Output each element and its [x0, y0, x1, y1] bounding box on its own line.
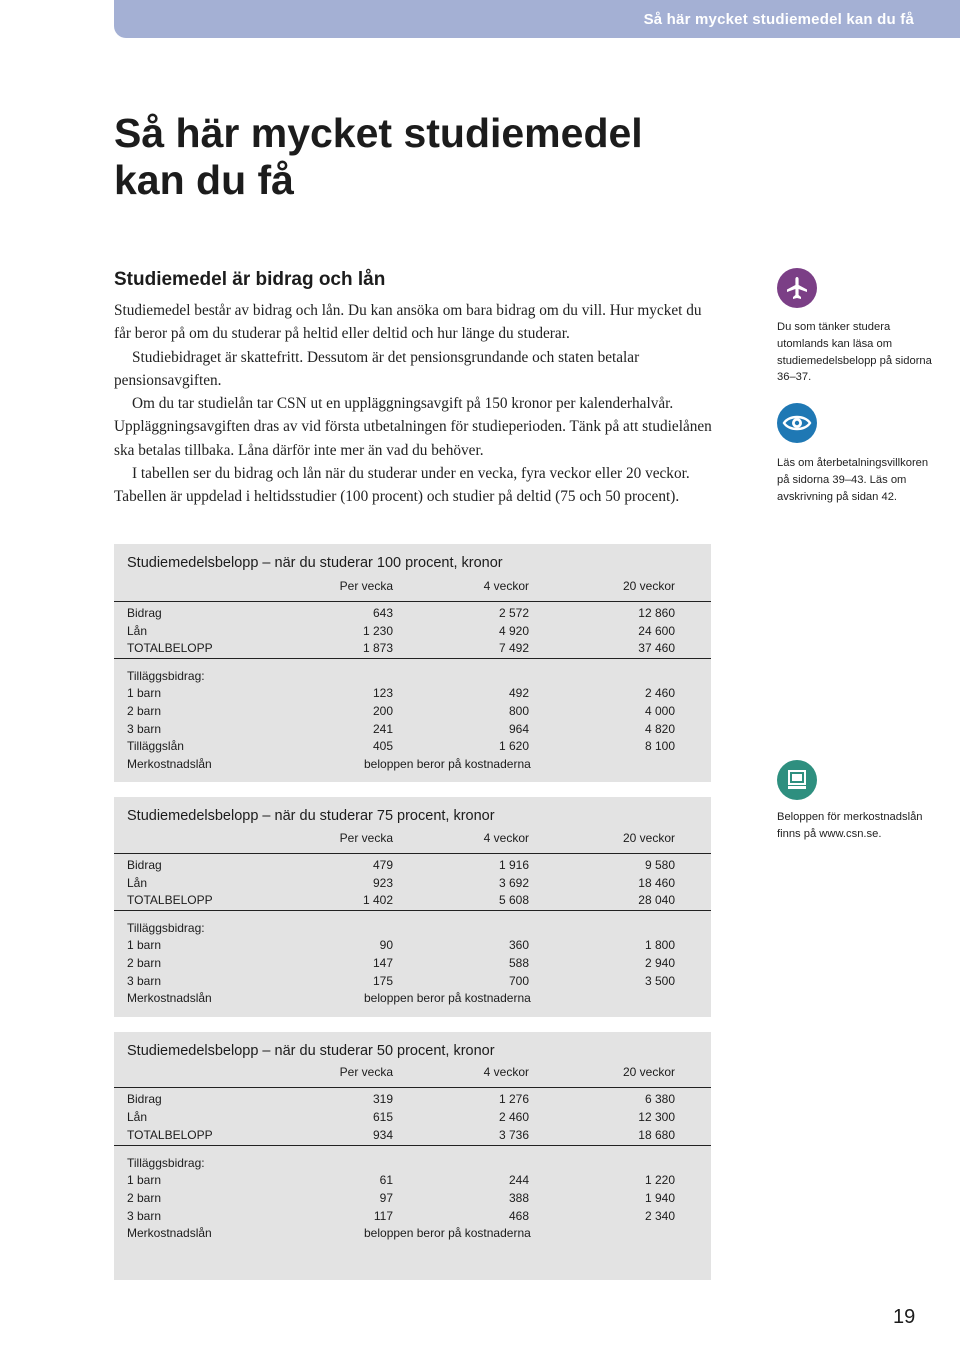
table-row [127, 720, 687, 738]
cell: 123 [372, 686, 393, 700]
row-label: 1 barn [127, 938, 162, 952]
row-label: TOTALBELOPP [127, 893, 213, 907]
cell: 388 [508, 1191, 529, 1205]
cell: 7 492 [498, 641, 529, 655]
row-label: Bidrag [127, 1092, 162, 1106]
cell: 1 402 [362, 893, 393, 907]
table-row-total [127, 891, 687, 909]
row-label: 2 barn [127, 704, 162, 718]
cell: 2 340 [644, 1209, 675, 1223]
cell: 200 [372, 704, 393, 718]
table-row [127, 972, 687, 990]
row-label: Tilläggsbidrag: [127, 921, 205, 935]
cell-span: beloppen beror på kostnaderna [364, 991, 531, 1005]
table-title: Studiemedelsbelopp – när du studerar 75 procent, kronor [127, 808, 495, 824]
computer-icon [777, 760, 817, 800]
cell: 1 276 [498, 1092, 529, 1106]
column-header: 4 veckor [483, 579, 529, 593]
cell: 4 820 [644, 722, 675, 736]
column-header: 20 veckor [622, 579, 675, 593]
cell: 90 [379, 938, 393, 952]
cell: 24 600 [638, 624, 675, 638]
row-label: 2 barn [127, 956, 162, 970]
table-row-total [127, 1126, 687, 1144]
table-row [127, 954, 687, 972]
row-label: 1 barn [127, 686, 162, 700]
table-title: Studiemedelsbelopp – när du studerar 50 procent, kronor [127, 1043, 495, 1059]
table-row [127, 1224, 687, 1242]
airplane-icon [777, 268, 817, 308]
cell: 4 920 [498, 624, 529, 638]
table-row [127, 737, 687, 755]
cell: 1 940 [644, 1191, 675, 1205]
table-row [127, 604, 687, 622]
table-subheading [127, 919, 687, 937]
row-label: Bidrag [127, 606, 162, 620]
table-divider [114, 601, 711, 602]
body-text [114, 299, 714, 509]
cell: 147 [372, 956, 393, 970]
cell: 6 380 [644, 1092, 675, 1106]
cell: 5 608 [498, 893, 529, 907]
column-header: Per vecka [339, 579, 393, 593]
paragraph: Studiebidraget är skattefritt. Dessutom är det pensionsgrundande och staten betalar pensionsavgiften. [114, 348, 640, 389]
column-header: 20 veckor [622, 831, 675, 845]
table-title: Studiemedelsbelopp – när du studerar 100 procent, kronor [127, 555, 503, 571]
row-label: Tilläggsbidrag: [127, 669, 205, 683]
table-divider [114, 658, 711, 659]
column-header: Per vecka [339, 831, 393, 845]
table-75-percent [114, 797, 711, 1017]
table-row [127, 1207, 687, 1225]
cell: 319 [372, 1092, 393, 1106]
row-label: Bidrag [127, 858, 162, 872]
cell: 2 460 [498, 1110, 529, 1124]
cell: 800 [508, 704, 529, 718]
table-row [127, 856, 687, 874]
table-row [127, 936, 687, 954]
table-divider [114, 1087, 711, 1088]
cell: 405 [372, 739, 393, 753]
cell: 934 [372, 1128, 393, 1142]
cell: 12 300 [638, 1110, 675, 1124]
side-note-abroad: Du som tänker studera utomlands kan läsa om studiemedelsbelopp på sidorna 36–37. [777, 321, 932, 384]
cell: 3 500 [644, 974, 675, 988]
cell: 117 [373, 1209, 393, 1223]
table-row [127, 622, 687, 640]
row-label: Tilläggslån [127, 739, 184, 753]
cell: 923 [372, 876, 393, 890]
table-100-percent [114, 544, 711, 782]
row-label: Lån [127, 876, 148, 890]
cell: 964 [508, 722, 529, 736]
cell: 37 460 [638, 641, 675, 655]
row-label: TOTALBELOPP [127, 641, 213, 655]
running-title: Så här mycket studiemedel kan du få [643, 11, 914, 28]
table-row [127, 684, 687, 702]
cell: 175 [372, 974, 393, 988]
cell: 1 620 [498, 739, 529, 753]
cell: 2 572 [498, 606, 529, 620]
table-row-total [127, 639, 687, 657]
header-band [114, 0, 960, 38]
row-label: Merkostnadslån [127, 757, 212, 771]
table-header-row [127, 1063, 687, 1081]
row-label: TOTALBELOPP [127, 1128, 213, 1142]
cell: 468 [508, 1209, 529, 1223]
row-label: Lån [127, 624, 148, 638]
cell: 244 [508, 1173, 529, 1187]
row-label: 3 barn [127, 722, 162, 736]
row-label: 3 barn [127, 974, 162, 988]
cell: 643 [372, 606, 393, 620]
cell: 18 460 [638, 876, 675, 890]
cell: 2 460 [644, 686, 675, 700]
cell: 615 [372, 1110, 393, 1124]
row-label: 2 barn [127, 1191, 162, 1205]
cell: 97 [379, 1191, 393, 1205]
cell-span: beloppen beror på kostnaderna [364, 1226, 531, 1240]
table-row [127, 755, 687, 773]
table-divider [114, 1145, 711, 1146]
table-row [127, 874, 687, 892]
row-label: Merkostnadslån [127, 1226, 212, 1240]
column-header: 4 veckor [483, 1065, 529, 1079]
table-row [127, 1108, 687, 1126]
cell: 3 736 [498, 1128, 529, 1142]
cell: 1 220 [644, 1173, 675, 1187]
table-row [127, 1090, 687, 1108]
column-header: 20 veckor [622, 1065, 675, 1079]
row-label: Lån [127, 1110, 148, 1124]
cell: 4 000 [644, 704, 675, 718]
table-row [127, 989, 687, 1007]
eye-icon [777, 403, 817, 443]
row-label: 1 barn [127, 1173, 162, 1187]
cell: 479 [372, 858, 393, 872]
cell: 2 940 [644, 956, 675, 970]
row-label: Tilläggsbidrag: [127, 1156, 205, 1170]
table-row [127, 1171, 687, 1189]
row-label: 3 barn [127, 1209, 162, 1223]
table-subheading [127, 667, 687, 685]
table-header-row [127, 577, 687, 595]
paragraph: Om du tar studielån tar CSN ut en uppläggningsavgift på 150 kronor per kalenderhalvår. Uppläggningsavgiften dras av vid första utbetalningen för studieperioden. Tänk på att studielånen ska betalas tillbaka. Låna därför inte mer än vad du behöver. [114, 395, 712, 459]
table-row [127, 1189, 687, 1207]
table-50-percent [114, 1032, 711, 1280]
cell-span: beloppen beror på kostnaderna [364, 757, 531, 771]
cell: 360 [508, 938, 529, 952]
cell: 588 [508, 956, 529, 970]
cell: 1 873 [362, 641, 393, 655]
cell: 1 230 [362, 624, 393, 638]
table-divider [114, 910, 711, 911]
cell: 8 100 [644, 739, 675, 753]
paragraph: I tabellen ser du bidrag och lån när du studerar under en vecka, fyra veckor eller 20 veckor. Tabellen är uppdelad i heltidsstudier (100 procent) och studier på deltid (75 och 50 procent). [114, 465, 690, 506]
side-note-extra-costs: Beloppen för merkostnadslån finns på www.csn.se. [777, 811, 923, 840]
cell: 12 860 [638, 606, 675, 620]
page-number: 19 [893, 1306, 916, 1328]
cell: 18 680 [638, 1128, 675, 1142]
table-subheading [127, 1154, 687, 1172]
cell: 1 800 [644, 938, 675, 952]
cell: 28 040 [638, 893, 675, 907]
column-header: 4 veckor [483, 831, 529, 845]
table-header-row [127, 829, 687, 847]
table-divider [114, 853, 711, 854]
paragraph: Studiemedel består av bidrag och lån. Du kan ansöka om bara bidrag om du vill. Hur mycket du får beror på om du studerar på heltid eller deltid och hur länge du studerar. [114, 302, 702, 343]
cell: 3 692 [498, 876, 529, 890]
cell: 700 [508, 974, 529, 988]
cell: 61 [379, 1173, 393, 1187]
cell: 9 580 [644, 858, 675, 872]
cell: 492 [508, 686, 529, 700]
cell: 241 [372, 722, 393, 736]
page-title: Så här mycket studiemedel kan du få [114, 110, 643, 203]
column-header: Per vecka [339, 1065, 393, 1079]
side-note-repayment: Läs om återbetalningsvillkoren på sidorna 39–43. Läs om avskrivning på sidan 42. [777, 457, 929, 503]
section-heading: Studiemedel är bidrag och lån [114, 269, 386, 290]
cell: 1 916 [498, 858, 529, 872]
row-label: Merkostnadslån [127, 991, 212, 1005]
table-row [127, 702, 687, 720]
